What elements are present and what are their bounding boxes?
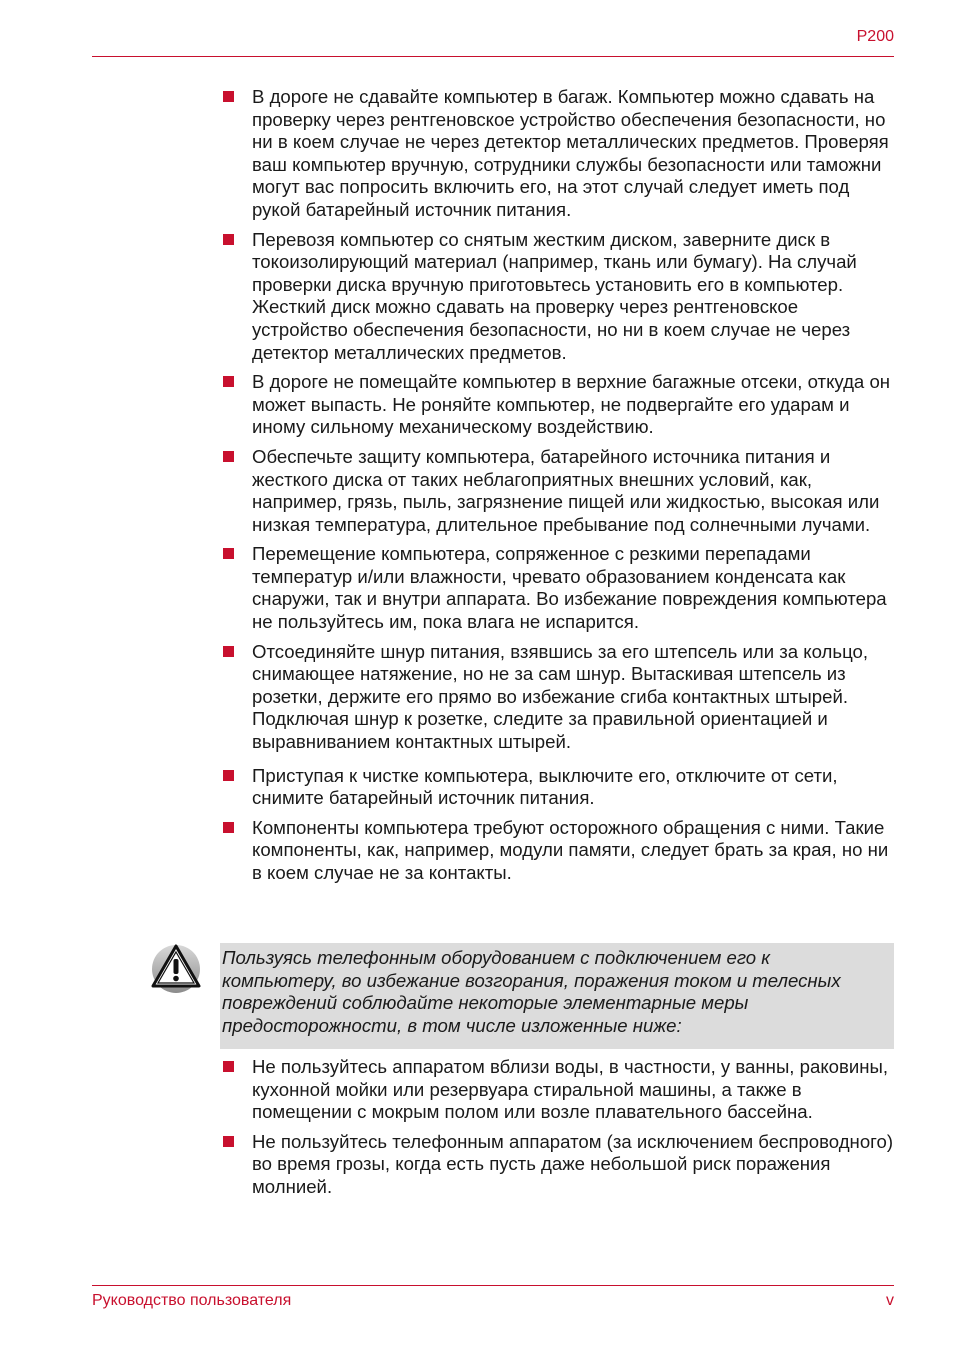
square-bullet-icon — [223, 822, 234, 833]
list-item-text: Компоненты компьютера требуют осторожного обращения с ними. Такие компоненты, как, например, модули памяти, следует брать за края, но ни в коем случае не за контакты. — [252, 816, 889, 883]
list-item — [220, 765, 894, 810]
page-number: v — [886, 1292, 894, 1309]
list-item — [220, 446, 894, 536]
safety-warning-note: Пользуясь телефонным оборудованием с подключением его к компьютеру, во избежание возгорания, поражения током и телесных повреждений соблюдайте некоторые элементарные меры предосторожности, в том числе изложенные ниже: — [220, 943, 894, 1049]
list-item-text: Отсоединяйте шнур питания, взявшись за его штепсель или за кольцо, снимающее натяжение, но не за сам шнур. Вытаскивая штепсель из розетки, держите его прямо во избежание сгиба контактных штырей. Подключая шнур к розетке, следите за правильной ориентацией и выравниванием контактных штырей. — [252, 640, 869, 753]
square-bullet-icon — [223, 548, 234, 559]
square-bullet-icon — [223, 646, 234, 657]
warning-triangle-icon — [149, 940, 203, 994]
list-item — [220, 1056, 894, 1124]
list-item-text: В дороге не помещайте компьютер в верхние багажные отсеки, откуда он может выпасть. Не роняйте компьютер, не подвергайте его ударам и иному сильному механическому воздействию. — [252, 371, 891, 438]
list-item-text: Не пользуйтесь аппаратом вблизи воды, в частности, у ванны, раковины, кухонной мойки или резервуара стиральной машины, а также в помещении с мокрым полом или возле плавательного бассейна. — [252, 1056, 889, 1123]
square-bullet-icon — [223, 451, 234, 462]
square-bullet-icon — [223, 91, 234, 102]
list-item-text: Приступая к чистке компьютера, выключите его, отключите от сети, снимите батарейный источник питания. — [252, 764, 838, 809]
telephone-precautions-list — [220, 1056, 894, 1206]
list-item-text: Перемещение компьютера, сопряженное с резкими перепадами температур и/или влажности, чревато образованием конденсата как снаружи, так и внутри аппарата. Во избежание повреждения компьютера не пользуйтесь им, пока влага не испарится. — [252, 543, 887, 633]
list-item-text: Перевозя компьютер со снятым жестким диском, заверните диск в токоизолирующий материал (например, ткань или бумагу). На случай проверки диска вручную приготовьтесь установить его в компьютер. Жесткий диск можно сдавать на проверку через рентгеновское устройство обеспечения безопасности, но ни в коем случае не через детектор металлических предметов. — [252, 228, 857, 363]
footer-manual-title: Руководство пользователя — [92, 1292, 292, 1309]
header-divider — [92, 56, 894, 57]
footer-divider — [92, 1285, 894, 1286]
precautions-list — [220, 86, 894, 892]
square-bullet-icon — [223, 376, 234, 387]
list-item — [220, 371, 894, 439]
list-item-text: Не пользуйтесь телефонным аппаратом (за исключением беспроводного) во время грозы, когда есть пусть даже небольшой риск поражения молнией. — [252, 1130, 894, 1197]
square-bullet-icon — [223, 1136, 234, 1147]
list-item — [220, 1131, 894, 1199]
list-item — [220, 641, 894, 754]
list-item — [220, 543, 894, 633]
list-item-text: Обеспечьте защиту компьютера, батарейного источника питания и жесткого диска от таких неблагоприятных внешних условий, как, например, грязь, пыль, загрязнение пищей или жидкостью, высокая или низкая температура, длительное пребывание под солнечными лучами. — [252, 445, 880, 535]
square-bullet-icon — [223, 1061, 234, 1072]
square-bullet-icon — [223, 234, 234, 245]
list-item — [220, 817, 894, 885]
list-item-text: В дороге не сдавайте компьютер в багаж. Компьютер можно сдавать на проверку через рентгеновское устройство обеспечения безопасности, но ни в коем случае не через детектор металлических предметов. Проверяя ваш компьютер вручную, сотрудники службы безопасности или таможни могут вас попросить включить его, на этот случай следует иметь под рукой батарейный источник питания. — [252, 86, 889, 220]
square-bullet-icon — [223, 770, 234, 781]
list-item — [220, 229, 894, 365]
list-item — [220, 86, 894, 222]
page-header-title: P200 — [856, 28, 894, 45]
